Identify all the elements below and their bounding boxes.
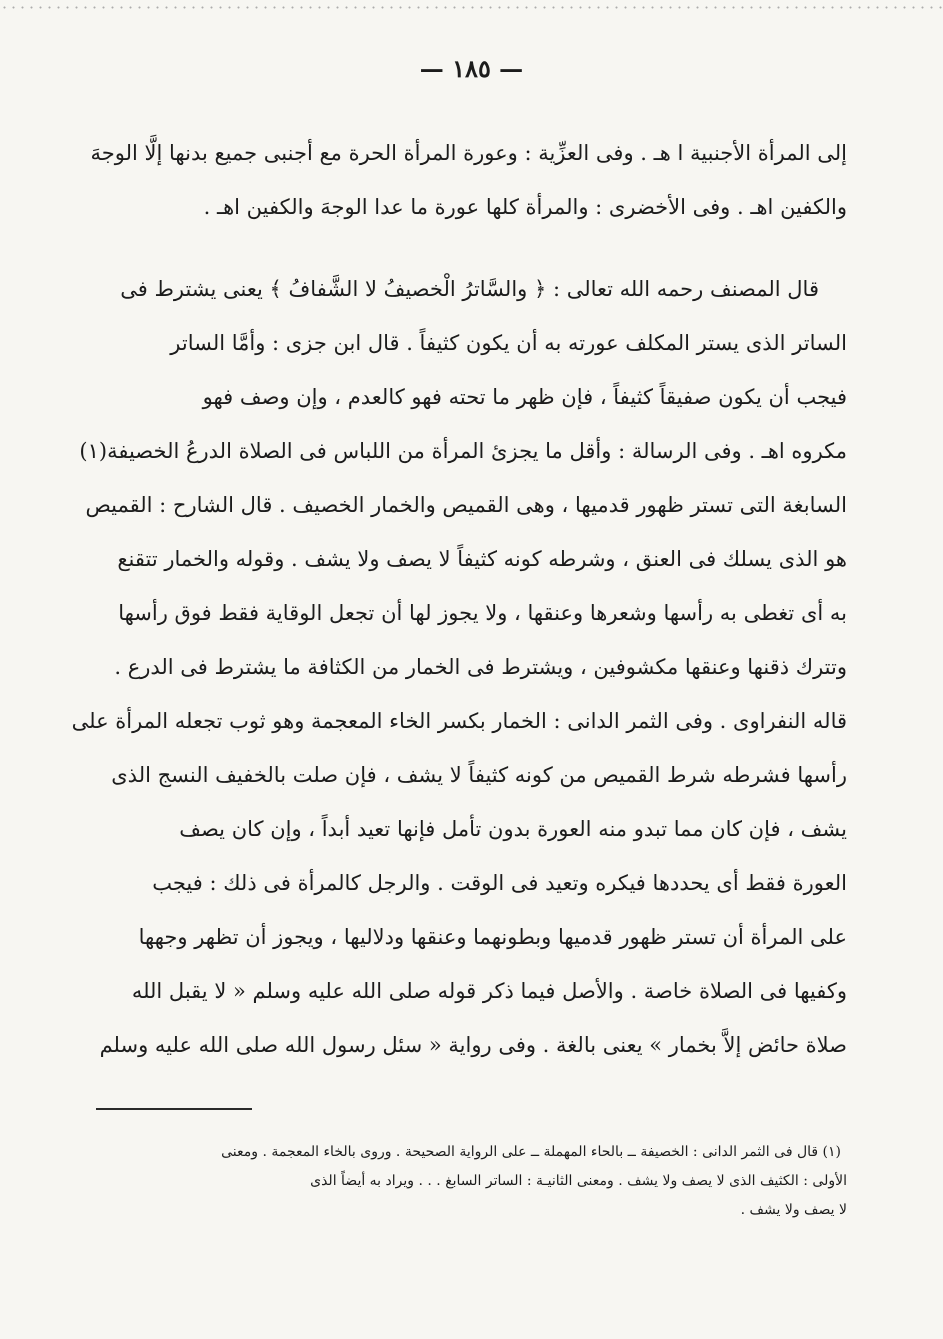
footnote-line: لا يصف ولا يشف . (740, 1202, 847, 1218)
top-dotted-border (0, 6, 943, 9)
page-number: — ١٨٥ — (419, 54, 524, 83)
text-line: الساتر الذى يستر المكلف عورته به أن يكون كثيفاً . قال ابن جزى : وأمَّا الساتر (170, 331, 847, 355)
text-line: والكفين اهـ . وفى الأخضرى : والمرأة كلها عورة ما عدا الوجهَ والكفين اهـ . (203, 195, 847, 219)
footnote-line: (١) قال فى الثمر الدانى : الخصيفة ــ بالحاء المهملة ــ على الرواية الصحيحة . وروى بالخاء المعجمة . ومعنى (221, 1144, 841, 1160)
text-line: وتترك ذقنها وعنقها مكشوفين ، ويشترط فى الخمار من الكثافة ما يشترط فى الدرع . (114, 655, 847, 679)
footnote (97, 1138, 847, 1225)
text-line: هو الذى يسلك فى العنق ، وشرطه كونه كثيفاً لا يصف ولا يشف . وقوله والخمار تتقنع (117, 547, 847, 571)
text-line: فيجب أن يكون صفيقاً كثيفاً ، فإن ظهر ما تحته فهو كالعدم ، وإن وصف فهو (202, 385, 847, 409)
footnote-separator (96, 1108, 252, 1110)
text-line: قاله النفراوى . وفى الثمر الدانى : الخمار بكسر الخاء المعجمة وهو ثوب تجعله المرأة على (71, 709, 847, 733)
text-line: به أى تغطى به رأسها وشعرها وعنقها ، ولا يجوز لها أن تجعل الوقاية فقط فوق رأسها (118, 601, 847, 625)
text-line: صلاة حائض إلاَّ بخمار » يعنى بالغة . وفى رواية « سئل رسول الله صلى الله عليه وسلم (99, 1033, 847, 1057)
text-line: رأسها فشرطه شرط القميص من كونه كثيفاً لا يشف ، فإن صلت بالخفيف النسج الذى (111, 763, 847, 787)
text-line: وكفيها فى الصلاة خاصة . والأصل فيما ذكر قوله صلى الله عليه وسلم « لا يقبل الله (131, 979, 847, 1003)
text-line: إلى المرأة الأجنبية ا هـ . وفى العزِّية : وعورة المرأة الحرة مع أجنبى جميع بدنها إلَّا الوجهَ (90, 141, 847, 165)
paragraph-1 (90, 126, 847, 234)
text-line: مكروه اهـ . وفى الرسالة : وأقل ما يجزئ المرأة من اللباس فى الصلاة الدرعُ الخصيفة(١) (79, 439, 847, 463)
text-line: على المرأة أن تستر ظهور قدميها وبطونهما وعنقها ودلاليها ، ويجوز أن تظهر وجهها (138, 925, 847, 949)
footnote-line: الأولى : الكثيف الذى لا يصف ولا يشف . ومعنى الثانيـة : الساتر السابغ . . . ويراد به أيضاً الذى (310, 1173, 847, 1189)
text-line: السابغة التى تستر ظهور قدميها ، وهى القميص والخمار الخصيف . قال الشارح : القميص (85, 493, 847, 517)
text-line: قال المصنف رحمه الله تعالى : ﴿ والسَّاترُ الْخصيفُ لا الشَّفافُ ﴾ يعنى يشترط فى (120, 277, 819, 301)
text-line: العورة فقط أى يحددها فيكره وتعيد فى الوقت . والرجل كالمرأة فى ذلك : فيجب (152, 871, 847, 895)
paragraph-2 (71, 262, 847, 1072)
text-line: يشف ، فإن كان مما تبدو منه العورة بدون تأمل فإنها تعيد أبداً ، وإن كان يصف (179, 817, 847, 841)
